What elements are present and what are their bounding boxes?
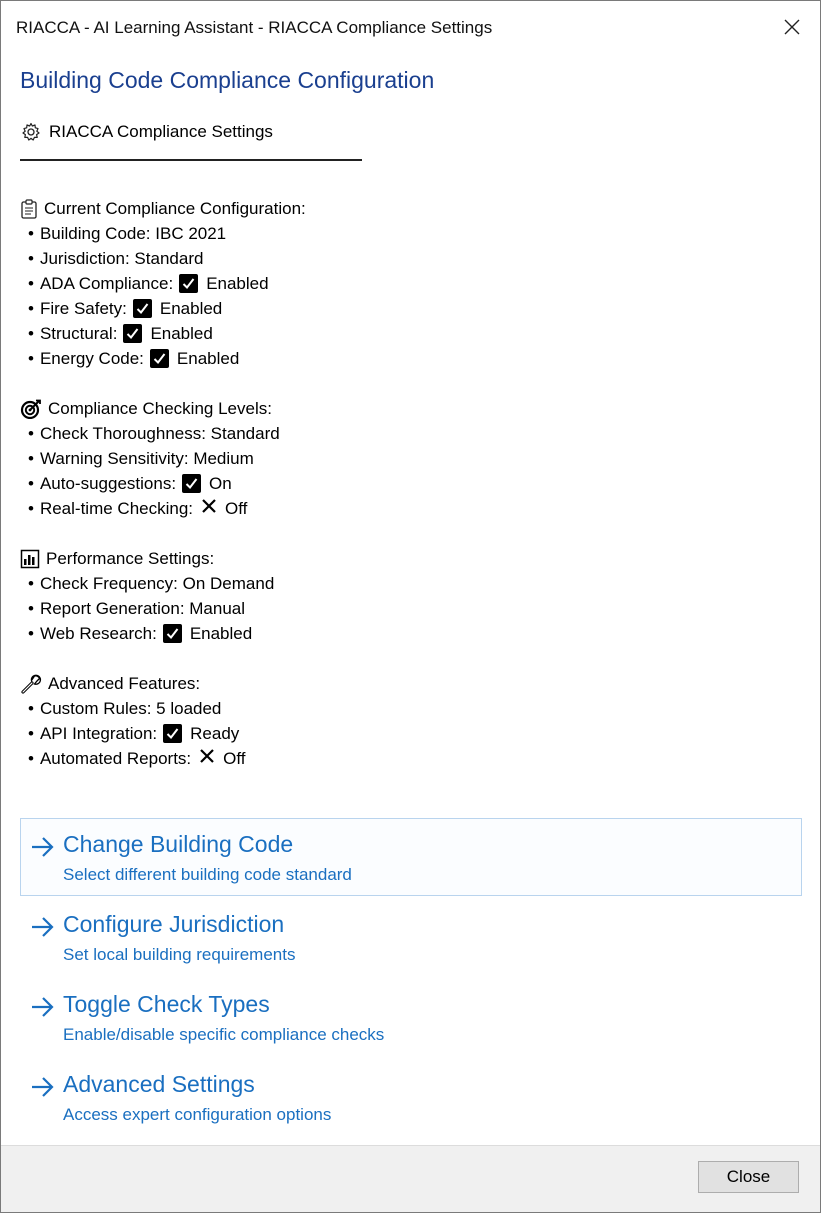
report-value: Report Generation: Manual xyxy=(39,599,246,618)
realtime-status: Off xyxy=(225,499,248,518)
check-icon xyxy=(123,324,142,343)
gear-icon xyxy=(21,122,41,142)
list-item: • Jurisdiction: Standard xyxy=(20,246,306,271)
custom-rules-value: Custom Rules: 5 loaded xyxy=(39,699,222,718)
action-description: Enable/disable specific compliance checks xyxy=(63,1025,385,1044)
list-item: • Custom Rules: 5 loaded xyxy=(20,696,306,721)
bar-chart-icon xyxy=(20,549,40,569)
action-description: Select different building code standard xyxy=(63,865,352,884)
section-title: Advanced Features: xyxy=(48,674,201,693)
structural-status: Enabled xyxy=(150,324,213,343)
settings-summary xyxy=(20,196,306,796)
frequency-value: Check Frequency: On Demand xyxy=(39,574,275,593)
cross-icon xyxy=(201,496,217,521)
list-item: • Automated Reports: Off xyxy=(20,746,306,771)
action-description: Access expert configuration options xyxy=(63,1105,332,1124)
target-icon xyxy=(20,399,42,419)
realtime-label: Real-time Checking: xyxy=(39,499,194,518)
auto-reports-label: Automated Reports: xyxy=(39,749,192,768)
list-item: • Report Generation: Manual xyxy=(20,596,306,621)
section-current-config xyxy=(20,196,306,371)
list-item: • Fire Safety: Enabled xyxy=(20,296,306,321)
section-performance xyxy=(20,546,306,646)
close-button[interactable]: Close xyxy=(698,1161,799,1193)
list-item: • Real-time Checking: Off xyxy=(20,496,306,521)
list-item: • Warning Sensitivity: Medium xyxy=(20,446,306,471)
wrench-icon xyxy=(20,674,42,694)
close-window-icon[interactable] xyxy=(782,17,802,37)
toggle-check-types-link[interactable] xyxy=(20,978,802,1056)
section-header xyxy=(20,671,306,696)
web-research-label: Web Research: xyxy=(39,624,157,643)
section-header xyxy=(20,396,306,421)
subheading-label: RIACCA Compliance Settings xyxy=(49,122,273,141)
action-title: Change Building Code xyxy=(63,831,294,857)
list-item: • Auto-suggestions: On xyxy=(20,471,306,496)
list-item: • Structural: Enabled xyxy=(20,321,306,346)
auto-suggestions-status: On xyxy=(209,474,232,493)
ada-status: Enabled xyxy=(206,274,269,293)
check-icon xyxy=(133,299,152,318)
arrow-right-icon xyxy=(30,916,56,938)
arrow-right-icon xyxy=(30,996,56,1018)
section-checking-levels xyxy=(20,396,306,521)
arrow-right-icon xyxy=(30,1076,56,1098)
list-item: • Energy Code: Enabled xyxy=(20,346,306,371)
clipboard-icon xyxy=(20,199,38,219)
api-label: API Integration: xyxy=(39,724,158,743)
page-title: Building Code Compliance Configuration xyxy=(20,67,435,93)
advanced-settings-link[interactable] xyxy=(20,1058,802,1136)
web-research-status: Enabled xyxy=(189,624,253,643)
section-advanced xyxy=(20,671,306,771)
list-item: • API Integration: Ready xyxy=(20,721,306,746)
jurisdiction-value: Jurisdiction: Standard xyxy=(39,249,204,268)
title-bar xyxy=(1,1,820,57)
building-code-value: Building Code: IBC 2021 xyxy=(39,224,227,243)
section-title: Current Compliance Configuration: xyxy=(44,199,306,218)
list-item: • Check Frequency: On Demand xyxy=(20,571,306,596)
ada-label: ADA Compliance: xyxy=(39,274,174,293)
action-title: Advanced Settings xyxy=(63,1071,255,1097)
energy-label: Energy Code: xyxy=(39,349,144,368)
api-status: Ready xyxy=(190,724,240,743)
auto-suggestions-label: Auto-suggestions: xyxy=(39,474,177,493)
sensitivity-value: Warning Sensitivity: Medium xyxy=(39,449,254,468)
check-icon xyxy=(179,274,198,293)
check-icon xyxy=(150,349,169,368)
list-item: • ADA Compliance: Enabled xyxy=(20,271,306,296)
change-building-code-link[interactable] xyxy=(20,818,802,896)
check-icon xyxy=(163,724,182,743)
fire-status: Enabled xyxy=(159,299,223,318)
action-title: Toggle Check Types xyxy=(63,991,270,1017)
section-header xyxy=(20,196,306,221)
check-icon xyxy=(182,474,201,493)
section-title: Compliance Checking Levels: xyxy=(48,399,272,418)
configure-jurisdiction-link[interactable] xyxy=(20,898,802,976)
divider xyxy=(20,159,362,161)
list-item: • Web Research: Enabled xyxy=(20,621,306,646)
section-header xyxy=(20,546,306,571)
structural-label: Structural: xyxy=(39,324,118,343)
fire-label: Fire Safety: xyxy=(39,299,127,318)
arrow-right-icon xyxy=(30,836,56,858)
command-links xyxy=(20,818,802,1138)
list-item: • Building Code: IBC 2021 xyxy=(20,221,306,246)
energy-status: Enabled xyxy=(176,349,240,368)
window-title: RIACCA - AI Learning Assistant - RIACCA Compliance Settings xyxy=(16,18,493,37)
action-description: Set local building requirements xyxy=(63,945,296,964)
check-icon xyxy=(163,624,182,643)
action-title: Configure Jurisdiction xyxy=(63,911,285,937)
auto-reports-status: Off xyxy=(223,749,246,768)
list-item: • Check Thoroughness: Standard xyxy=(20,421,306,446)
cross-icon xyxy=(199,746,215,771)
dialog-footer xyxy=(1,1145,820,1212)
section-title: Performance Settings: xyxy=(46,549,215,568)
thoroughness-value: Check Thoroughness: Standard xyxy=(39,424,280,443)
settings-subheading xyxy=(21,122,273,142)
